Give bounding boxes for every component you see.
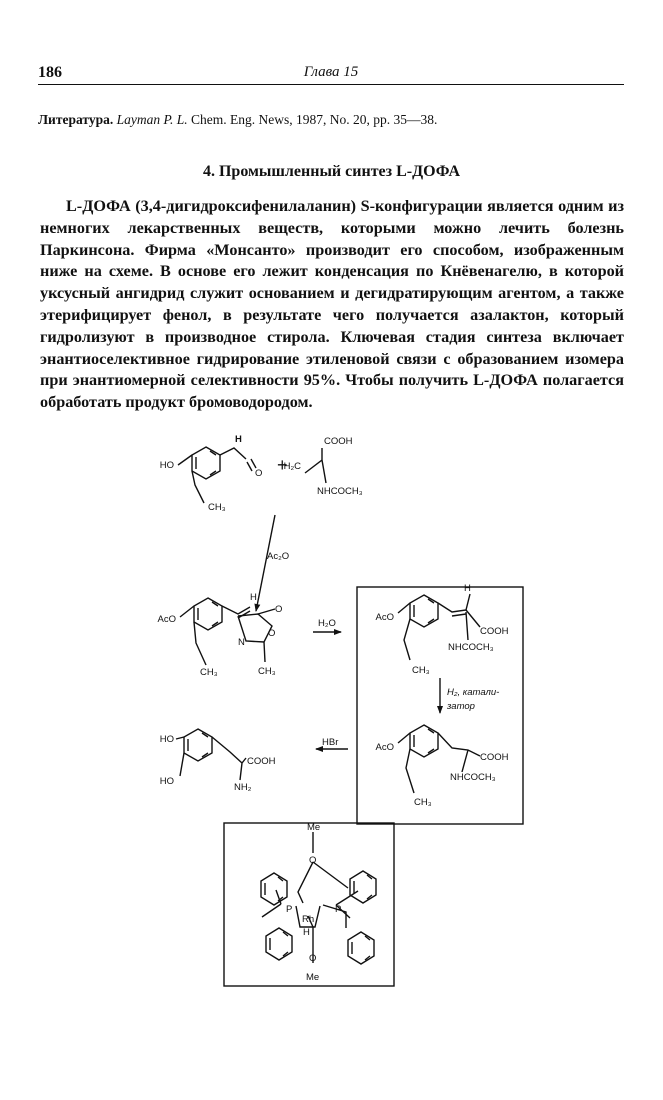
catalyst-me-bottom: Me	[306, 972, 320, 983]
catalyst-p-right: P	[335, 904, 342, 915]
product2-nhcoch3-label: NHCOCH₃	[450, 772, 496, 783]
dopa-cooh-label: COOH	[247, 756, 276, 767]
aldehyde-h-label: H	[235, 434, 242, 445]
catalyst-label-cont: затор	[447, 701, 475, 712]
product-cooh-label: COOH	[480, 626, 509, 637]
aco-label-3: AcO	[375, 742, 394, 753]
product2-och3-label: CH₃	[414, 797, 432, 808]
catalyst-rh: Rh	[302, 914, 315, 925]
product-och3-label: CH₃	[412, 665, 430, 676]
catalyst-o-bottom: O	[309, 953, 317, 964]
dopa-nh2-label: NH₂	[234, 782, 252, 793]
h2c-label: H₂C	[283, 461, 301, 472]
product2-cooh-label: COOH	[480, 752, 509, 763]
carbonyl-o-label: O	[275, 604, 283, 615]
vinyl-h-label: H	[250, 592, 257, 603]
hbr-label: HBr	[322, 737, 339, 748]
aco-label: AcO	[157, 614, 176, 625]
ho-label: HO	[159, 460, 174, 471]
nhcoch3-label: NHCOCH₃	[317, 486, 363, 497]
catalyst-p-left: P	[286, 904, 293, 915]
literature-label: Литература.	[38, 112, 114, 127]
dopa-ho-label-2: HO	[159, 776, 174, 787]
cooh-label: COOH	[324, 436, 353, 447]
page-header	[38, 62, 624, 85]
literature-citation: Chem. Eng. News, 1987, No. 20, pp. 35—38.	[190, 112, 438, 127]
product-vinyl-h-label: H	[464, 583, 471, 594]
ring-n-label: N	[238, 637, 245, 648]
aco-label-2: AcO	[375, 612, 394, 623]
page-number: 186	[38, 64, 62, 81]
catalyst-h: H	[303, 927, 310, 938]
catalyst-me-top: Me	[307, 822, 321, 833]
azlactone-ch3-label: CH₃	[258, 666, 276, 677]
section-title: 4. Промышленный синтез L-ДОФА	[202, 163, 461, 180]
vanillin-ch3-label: CH₃	[208, 502, 226, 513]
catalyst-o-top: O	[309, 855, 317, 866]
product-nhcoch3-label: NHCOCH₃	[448, 642, 494, 653]
synthesis-scheme	[0, 430, 663, 1020]
h2o-label: H₂O	[318, 618, 336, 629]
h2-catalyst-label: H₂, катали-	[447, 687, 500, 698]
literature-author: Layman P. L.	[116, 112, 188, 127]
literature-reference	[38, 112, 437, 128]
ac2o-label: Ac₂O	[267, 551, 290, 562]
azlactone-och3-label: CH₃	[200, 667, 218, 678]
section-paragraph: L-ДОФА (3,4-дигидроксифенилаланин) S-конфигурации является одним из немногих лекарственных веществ, которыми можно лечить болезнь Паркинсона. Фирма «Монсанто» производит его способом, изображенным ниже на схеме. В основе его лежит конденсация по Кнёвенагелю, в которой уксусный ангидрид служит основанием и дегидратирующим агентом, а также этерифицирует фенол, в результате чего получается азалактон, который гидролизуют в производное стирола. Ключевая стадия синтеза включает энантиоселективное гидрирование этиленовой связи с образованием изомера при энантиомерной селективности 95%. Чтобы получить L-ДОФА полагается обработать продукт бромоводородом.	[40, 197, 624, 412]
section-body	[40, 196, 624, 414]
plus-sign: +	[277, 455, 288, 475]
ring-o-label: O	[268, 628, 276, 639]
dopa-ho-label-1: HO	[159, 734, 174, 745]
running-head: Глава 15	[303, 64, 359, 80]
aldehyde-o-label: O	[255, 468, 263, 479]
